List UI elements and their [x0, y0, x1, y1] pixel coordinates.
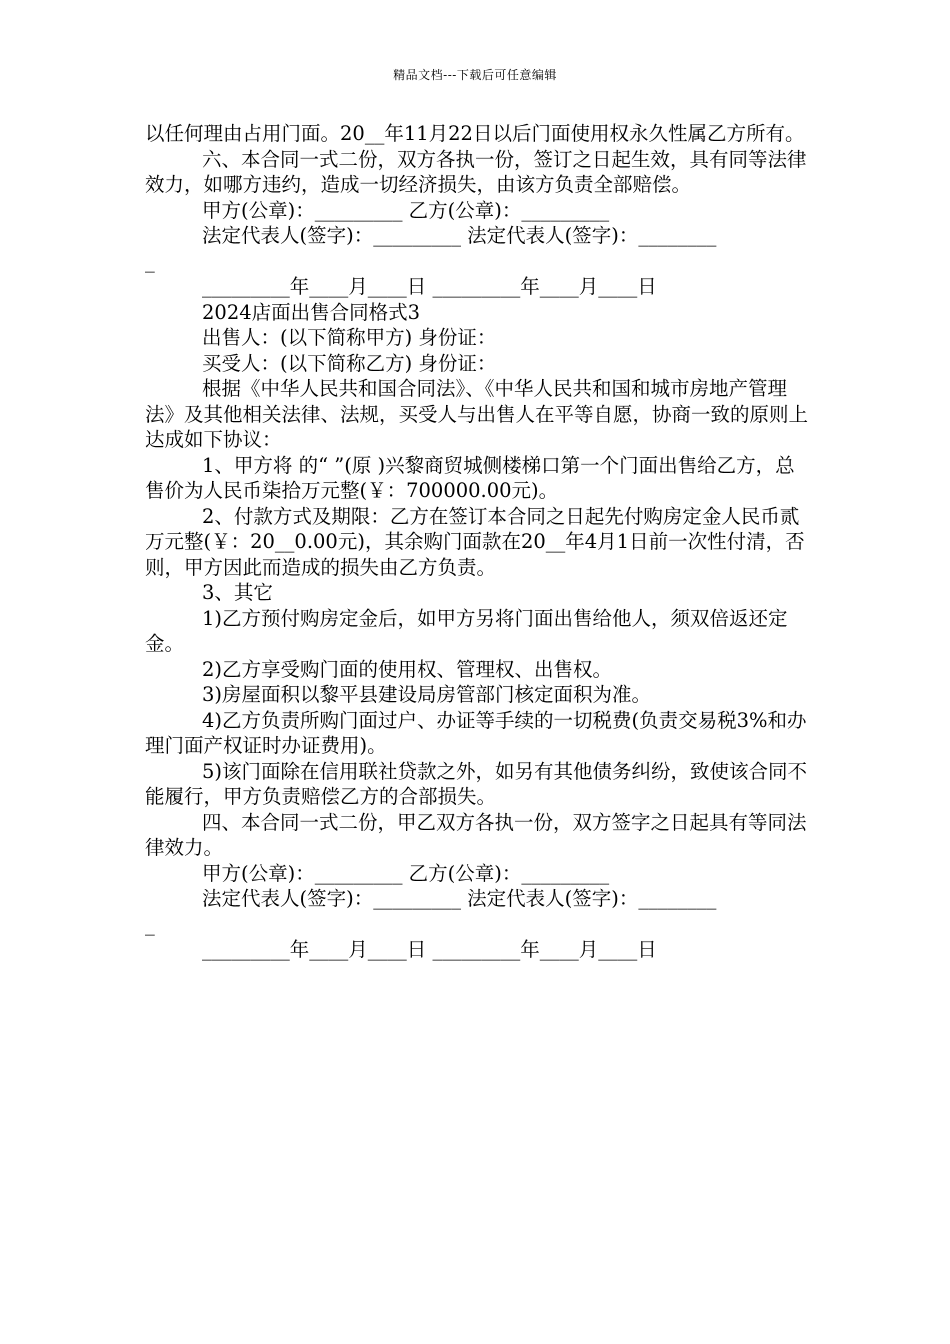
party-buyer: 买受人：(以下简称乙方) 身份证：	[202, 351, 497, 375]
overflow-underscore: _	[145, 912, 155, 936]
page-header: 精品文档---下载后可任意编辑	[393, 68, 557, 82]
sub-clause-5: 5)该门面除在信用联社贷款之外，如另有其他债务纠纷，致使该合同不能履行，甲方负责赔偿乙方的合部损失。	[145, 759, 808, 808]
party-seller: 出售人：(以下简称甲方) 身份证：	[202, 326, 497, 349]
sub-clause-4: 4)乙方负责所购门面过户、办证等手续的一切税费(负责交易税3%和办理门面产权证时办证费用)。	[145, 708, 807, 757]
section-title: 2024店面出售合同格式3	[202, 300, 421, 324]
section-2	[145, 300, 813, 963]
overflow-underscore: _	[145, 249, 155, 273]
clause-1: 1、甲方将 的“ ”(原 )兴黎商贸城侧楼梯口第一个门面出售给乙方，总售价为人民币柒拾万元整(￥：700000.00元)。	[145, 453, 795, 502]
document-body	[145, 121, 813, 963]
sub-clause-2: 2)乙方享受购门面的使用权、管理权、出售权。	[202, 657, 613, 681]
sub-clause-3: 3)房屋面积以黎平县建设局房管部门核定面积为准。	[202, 683, 652, 706]
signature-representative-line: 法定代表人(签字)：_________ 法定代表人(签字)：________	[202, 224, 717, 247]
signature-representative-line: 法定代表人(签字)：_________ 法定代表人(签字)：________	[202, 887, 717, 910]
signature-seal-line: 甲方(公章)：_________ 乙方(公章)：_________	[202, 198, 610, 222]
date-line: _________年____月____日 _________年____月____日	[202, 938, 657, 961]
paragraph: 六、本合同一式二份，双方各执一份，签订之日起生效，具有同等法律效力，如哪方违约，造成一切经济损失，由该方负责全部赔偿。	[145, 147, 807, 196]
date-line: _________年____月____日 _________年____月____日	[202, 275, 657, 298]
clause-3: 3、其它	[202, 581, 273, 604]
clause-2: 2、付款方式及期限：乙方在签订本合同之日起先付购房定金人民币贰万元整(￥：20__0.00元)，其余购门面款在20__年4月1日前一次性付清，否则，甲方因此而造成的损失由乙方负责。	[145, 504, 805, 579]
paragraph: 以任何理由占用门面。20__年11月22日以后门面使用权永久性属乙方所有。	[145, 122, 805, 145]
paragraph: 根据《中华人民共和国合同法》、《中华人民共和国和城市房地产管理法》及其他相关法律、法规，买受人与出售人在平等自愿，协商一致的原则上达成如下协议：	[145, 377, 809, 451]
sub-clause-1: 1)乙方预付购房定金后，如甲方另将门面出售给他人，须双倍返还定金。	[145, 606, 788, 655]
signature-seal-line: 甲方(公章)：_________ 乙方(公章)：_________	[202, 861, 610, 885]
section-1	[145, 121, 813, 300]
clause-4: 四、本合同一式二份，甲乙双方各执一份，双方签字之日起具有等同法律效力。	[145, 810, 807, 859]
